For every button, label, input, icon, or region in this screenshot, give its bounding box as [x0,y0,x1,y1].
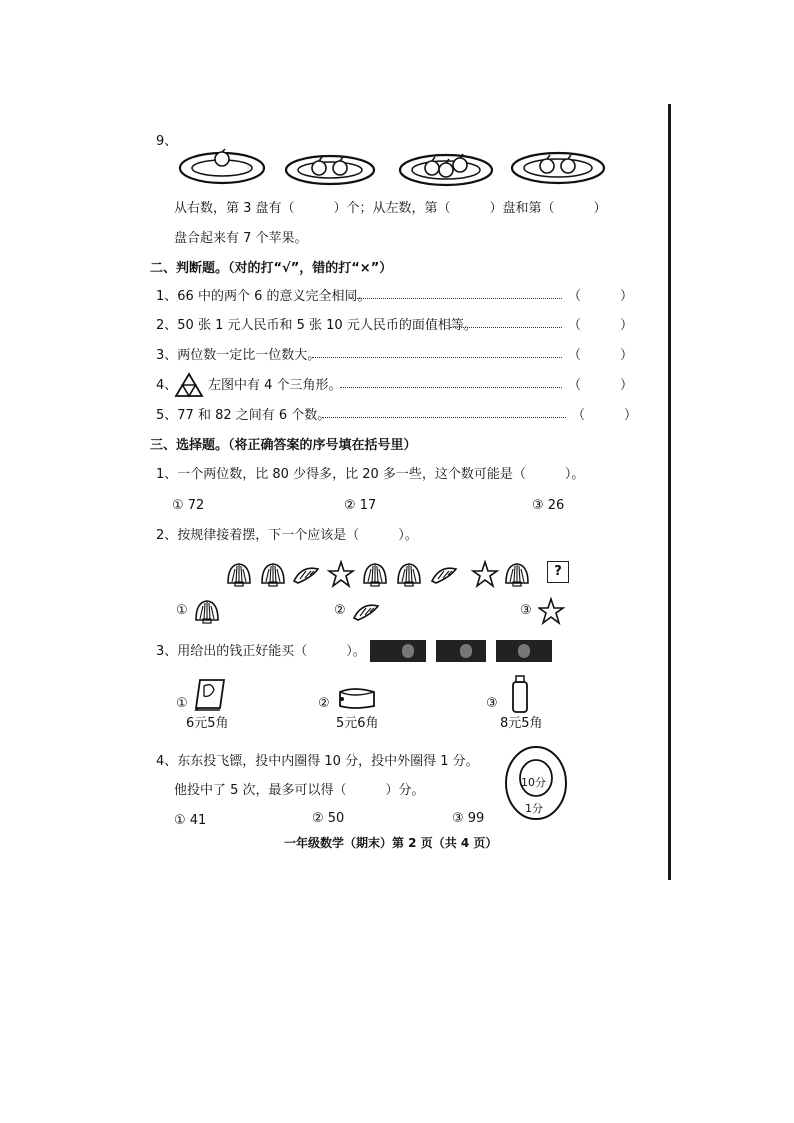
mc-q4-option-2[interactable]: ② 50 [312,811,345,826]
triangle-figure-icon [174,372,204,398]
banknote-icon [436,640,486,662]
tf-item-2-leader [450,317,562,328]
mc-q4-text: 4、东东投飞镖，投中内圈得 10 分，投中外圈得 1 分。 [156,754,479,769]
mc-q1-option-3[interactable]: ③ 26 [532,498,565,513]
mc-q2-text: 2、按规律接着摆，下一个应该是（ ）。 [156,528,418,543]
mc-q2-option-2[interactable]: ② [334,603,346,618]
mc-q4-option-3[interactable]: ③ 99 [452,811,485,826]
mc-q1-option-1[interactable]: ① 72 [172,498,205,513]
dartboard-outer-label: 1分 [525,802,543,815]
section2-title: 二、判断题。（对的打“√”，错的打“×”） [150,261,393,276]
tf-item-4-number: 4、 [156,378,178,393]
tf-item-1-paren[interactable]: （ ） [568,289,634,304]
tf-item-2-paren[interactable]: （ ） [568,318,634,333]
tf-item-3-paren[interactable]: （ ） [568,348,634,363]
tf-item-1-leader [350,288,562,299]
plate-2 [286,156,374,184]
dartboard-inner-label: 10分 [521,776,546,789]
tf-item-5-paren[interactable]: （ ） [572,408,638,423]
banknote-icon [496,640,552,662]
mc-q3-text: 3、用给出的钱正好能买（ ）。 [156,644,366,659]
mc-q4-option-1[interactable]: ① 41 [174,813,207,828]
starfish-icon [329,562,353,586]
conch-shell-icon [352,597,382,625]
mc-q4-text2: 他投中了 5 次，最多可以得（ ）分。 [174,783,425,798]
mc-q3-price-3: 8元5角 [500,716,543,731]
scallop-shell-icon [398,564,420,586]
mc-q3-price-2: 5元6角 [336,716,379,731]
scallop-shell-icon [228,564,250,586]
q9-line1: 从右数，第 3 盘有（ ）个；从左数，第（ ）盘和第（ ） [174,201,607,216]
mc-q1-option-2[interactable]: ② 17 [344,498,377,513]
tf-item-5-leader [322,407,566,418]
scan-edge-line [668,104,671,880]
q9-line2: 盘合起来有 7 个苹果。 [174,231,308,246]
tf-item-4-paren[interactable]: （ ） [568,378,634,393]
section3-title: 三、选择题。（将正确答案的序号填在括号里） [150,438,417,453]
starfish-icon [538,597,566,625]
mc-q3-option-1[interactable]: ① [176,696,188,711]
scallop-shell-icon [364,564,386,586]
q9-number: 9、 [156,134,178,149]
scallop-shell-icon [262,564,284,586]
conch-shell-icon [294,568,318,583]
scallop-shell-icon [506,564,528,586]
tf-item-2-label: 2、50 张 1 元人民币和 5 张 10 元人民币的面值相等。 [156,318,477,333]
conch-shell-icon [432,568,456,583]
mc-q3-option-3[interactable]: ③ [486,696,498,711]
page-footer: 一年级数学（期末）第 2 页（共 4 页） [284,836,498,850]
starfish-icon [473,562,497,586]
water-bottle-icon [510,674,530,714]
tf-item-5-label: 5、77 和 82 之间有 6 个数。 [156,408,331,423]
notebook-icon [192,676,228,712]
mc-q1-text: 1、一个两位数，比 80 少得多，比 20 多一些，这个数可能是（ ）。 [156,467,585,482]
tf-item-3-leader [312,347,562,358]
plate-1 [180,149,264,183]
scallop-shell-icon [194,597,220,625]
tf-item-3-label: 3、两位数一定比一位数大。 [156,348,321,363]
banknote-icon [370,640,426,662]
shell-pattern-sequence [226,560,542,588]
pencil-case-icon [334,682,380,712]
tf-item-4-label: 左图中有 4 个三角形。 [208,378,342,393]
mc-q2-option-1[interactable]: ① [176,603,188,618]
mc-q3-price-1: 6元5角 [186,716,229,731]
mc-q2-option-3[interactable]: ③ [520,603,532,618]
pattern-question-box: ? [547,561,569,583]
plate-3 [400,154,492,185]
tf-item-1-label: 1、66 中的两个 6 的意义完全相同。 [156,289,371,304]
apple-plates-figure [176,146,616,188]
tf-item-4-leader [340,377,562,388]
mc-q3-option-2[interactable]: ② [318,696,330,711]
plate-4 [512,153,604,183]
